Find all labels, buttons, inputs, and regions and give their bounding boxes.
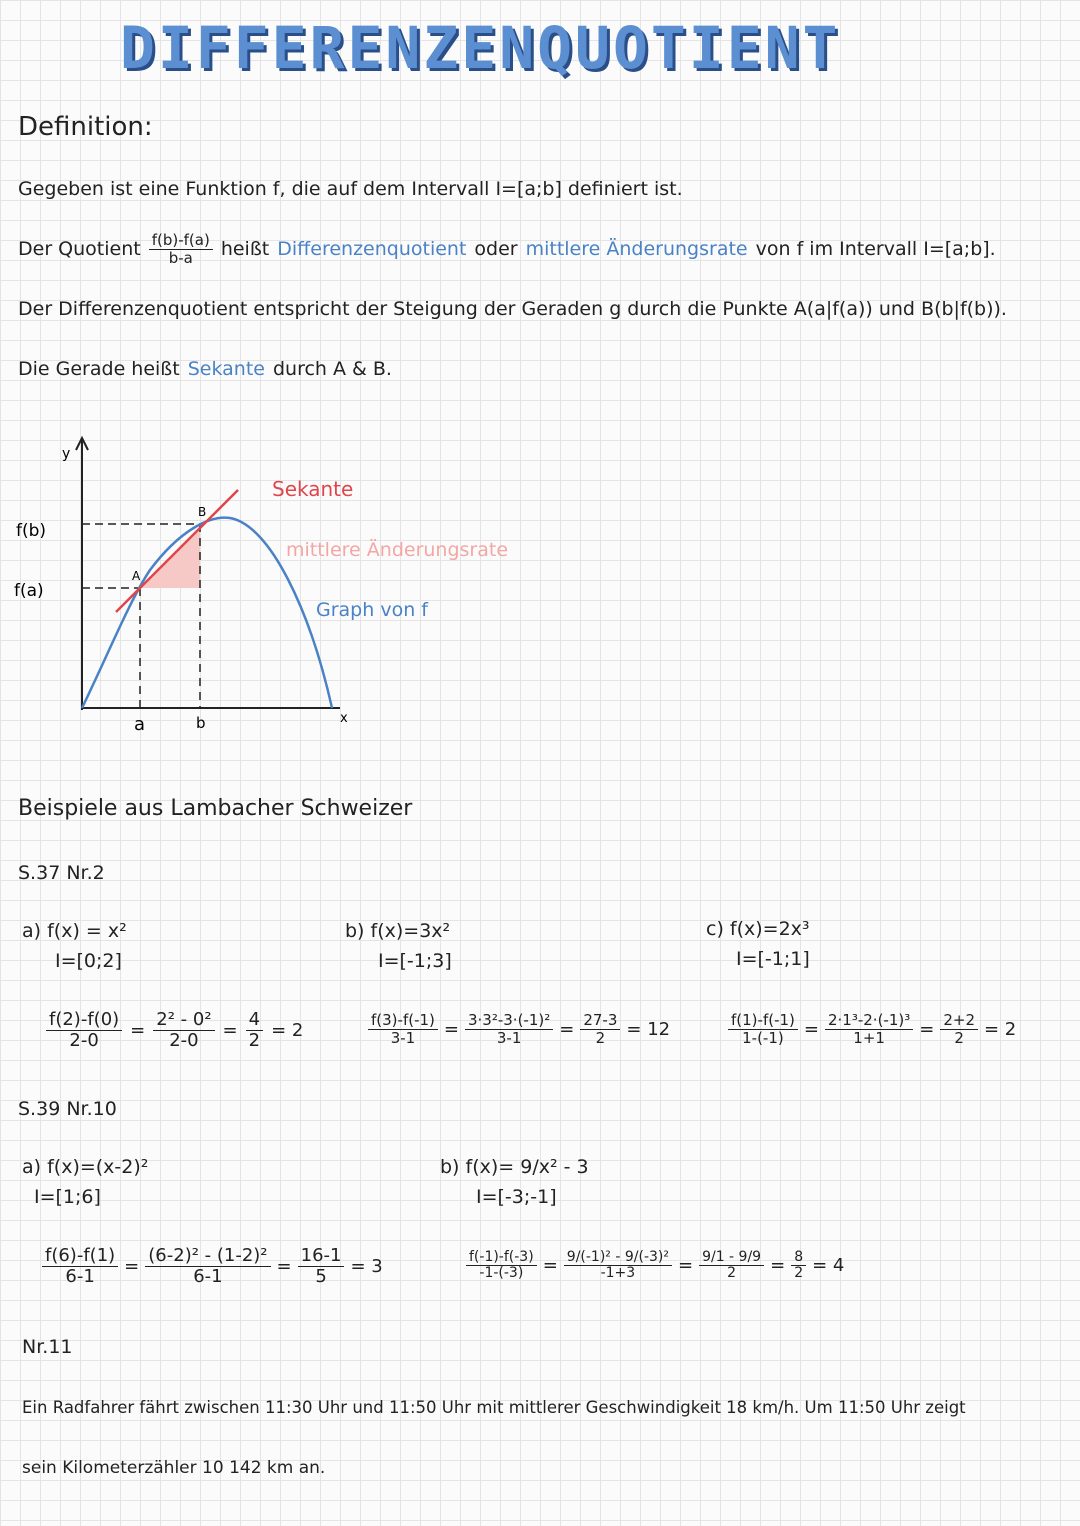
num: 27-3 xyxy=(580,1012,620,1030)
ex-b-function: b) f(x)=3x² xyxy=(345,920,451,942)
ex-a-function: a) f(x) = x² xyxy=(22,920,127,942)
tick-a-label: a xyxy=(134,714,146,735)
frac xyxy=(728,1012,798,1046)
line2-or: oder xyxy=(474,238,518,260)
page-title: DIFFERENZENQUOTIENT xyxy=(120,14,841,82)
term-mittlere-aenderungsrate: mittlere Änderungsrate xyxy=(525,238,748,260)
frac xyxy=(466,1250,537,1282)
ex-c-interval: I=[-1;1] xyxy=(736,948,810,970)
num: 2·1³-2·(-1)³ xyxy=(825,1012,913,1030)
den: 5 xyxy=(315,1265,327,1287)
den: -1+3 xyxy=(600,1265,636,1282)
nr11-line-1: Ein Radfahrer fährt zwischen 11:30 Uhr und 11:50 Uhr mit mittlerer Geschwindigkeit 18 km/h. Um 11:50 Uhr zeigt xyxy=(22,1398,966,1417)
quotient-fraction xyxy=(149,232,213,266)
frac xyxy=(465,1012,553,1046)
den: 2-0 xyxy=(69,1029,99,1051)
ex-a-calc xyxy=(46,1010,303,1051)
rate-label: mittlere Änderungsrate xyxy=(286,539,509,561)
den: 6-1 xyxy=(65,1265,95,1287)
line4-pre: Die Gerade heißt xyxy=(18,358,180,380)
definition-line-4 xyxy=(18,358,392,380)
den: 2 xyxy=(794,1265,804,1282)
definition-line-1: Gegeben ist eine Funktion f, die auf dem Intervall I=[a;b] definiert ist. xyxy=(18,178,683,200)
eq: = xyxy=(919,1018,935,1040)
num: 8 xyxy=(791,1250,806,1266)
ex-a10-interval: I=[1;6] xyxy=(34,1186,101,1208)
secant-line xyxy=(116,490,238,612)
ex-c-function: c) f(x)=2x³ xyxy=(706,918,810,940)
ex-b10-calc xyxy=(466,1250,844,1282)
frac xyxy=(699,1250,764,1282)
den: 1+1 xyxy=(853,1028,885,1047)
ex-b10-function: b) f(x)= 9/x² - 3 xyxy=(440,1156,589,1178)
ex-a-result: = 2 xyxy=(271,1019,304,1041)
nr11-line-2: sein Kilometerzähler 10 142 km an. xyxy=(22,1458,326,1478)
ex-b10-result: = 4 xyxy=(812,1255,845,1277)
section-s37: S.37 Nr.2 xyxy=(18,862,105,884)
secant-figure xyxy=(0,430,520,750)
ex-b10-interval: I=[-3;-1] xyxy=(476,1186,557,1208)
den: 2-0 xyxy=(169,1029,199,1051)
ex-b-calc xyxy=(368,1012,670,1046)
quotient-numerator: f(b)-f(a) xyxy=(149,232,213,250)
ex-c-calc xyxy=(728,1012,1016,1046)
frac xyxy=(298,1246,345,1287)
ex-a10-function: a) f(x)=(x-2)² xyxy=(22,1156,149,1178)
line2-mid: heißt xyxy=(220,238,270,260)
eq: = xyxy=(542,1255,558,1277)
num: f(6)-f(1) xyxy=(42,1246,118,1267)
quotient-denominator: b-a xyxy=(168,248,193,267)
fb-label: f(b) xyxy=(16,521,47,541)
den: 3-1 xyxy=(496,1028,522,1047)
den: 2 xyxy=(954,1028,964,1047)
num: 9/(-1)² - 9/(-3)² xyxy=(564,1250,672,1266)
y-axis-label: y xyxy=(62,446,71,462)
ex-a-interval: I=[0;2] xyxy=(55,950,122,972)
eq: = xyxy=(770,1255,786,1277)
fa-label: f(a) xyxy=(14,581,44,601)
ex-c-result: = 2 xyxy=(984,1018,1017,1040)
line2-post: von f im Intervall I=[a;b]. xyxy=(755,238,996,260)
term-differenzenquotient: Differenzenquotient xyxy=(277,238,467,260)
den: 2 xyxy=(248,1029,261,1051)
tick-b-label: b xyxy=(196,714,206,732)
eq: = xyxy=(130,1019,146,1041)
term-sekante: Sekante xyxy=(187,358,265,380)
x-axis-label: x xyxy=(340,711,348,726)
definition-heading: Definition: xyxy=(18,112,153,142)
frac xyxy=(564,1250,672,1282)
eq: = xyxy=(124,1255,140,1277)
definition-line-2 xyxy=(18,232,996,266)
point-a-label: A xyxy=(132,569,141,583)
line2-pre: Der Quotient xyxy=(18,238,141,260)
section-nr11: Nr.11 xyxy=(22,1336,73,1358)
num: 3·3²-3·(-1)² xyxy=(465,1012,553,1030)
frac xyxy=(580,1012,620,1046)
eq: = xyxy=(677,1255,694,1277)
eq: = xyxy=(276,1255,292,1277)
section-s39: S.39 Nr.10 xyxy=(18,1098,117,1120)
sekante-label: Sekante xyxy=(272,477,354,501)
den: 2 xyxy=(727,1265,737,1282)
ex-b-interval: I=[-1;3] xyxy=(378,950,452,972)
num: f(-1)-f(-3) xyxy=(466,1250,537,1266)
eq: = xyxy=(222,1019,238,1041)
examples-heading: Beispiele aus Lambacher Schweizer xyxy=(18,796,413,821)
den: 2 xyxy=(595,1028,606,1047)
frac xyxy=(42,1246,118,1287)
num: f(3)-f(-1) xyxy=(368,1012,438,1030)
num: f(1)-f(-1) xyxy=(728,1012,798,1030)
frac xyxy=(825,1012,913,1046)
num: 16-1 xyxy=(298,1246,345,1267)
frac xyxy=(368,1012,438,1046)
eq: = xyxy=(559,1018,575,1040)
line4-post: durch A & B. xyxy=(272,358,392,380)
ex-a10-result: = 3 xyxy=(350,1255,383,1277)
den: -1-(-3) xyxy=(479,1265,524,1282)
frac xyxy=(246,1010,263,1051)
frac xyxy=(791,1250,806,1282)
ex-a10-calc xyxy=(42,1246,383,1287)
den: 3-1 xyxy=(390,1028,416,1047)
frac xyxy=(940,1012,978,1046)
frac xyxy=(145,1246,270,1287)
ex-b-result: = 12 xyxy=(626,1018,671,1040)
definition-line-3: Der Differenzenquotient entspricht der Steigung der Geraden g durch die Punkte A(a|f(a)) und B(b|f(b)). xyxy=(18,298,1007,320)
frac xyxy=(46,1010,122,1051)
eq: = xyxy=(803,1018,819,1040)
point-b-label: B xyxy=(198,505,207,519)
num: 2² - 0² xyxy=(153,1010,214,1031)
num: 9/1 - 9/9 xyxy=(699,1250,764,1266)
den: 1-(-1) xyxy=(742,1028,784,1047)
graph-label: Graph von f xyxy=(316,599,428,621)
den: 6-1 xyxy=(193,1265,223,1287)
num: f(2)-f(0) xyxy=(46,1010,122,1031)
num: 2+2 xyxy=(940,1012,978,1030)
num: 4 xyxy=(246,1010,263,1031)
num: (6-2)² - (1-2)² xyxy=(145,1246,270,1267)
frac xyxy=(153,1010,214,1051)
eq: = xyxy=(443,1018,459,1040)
